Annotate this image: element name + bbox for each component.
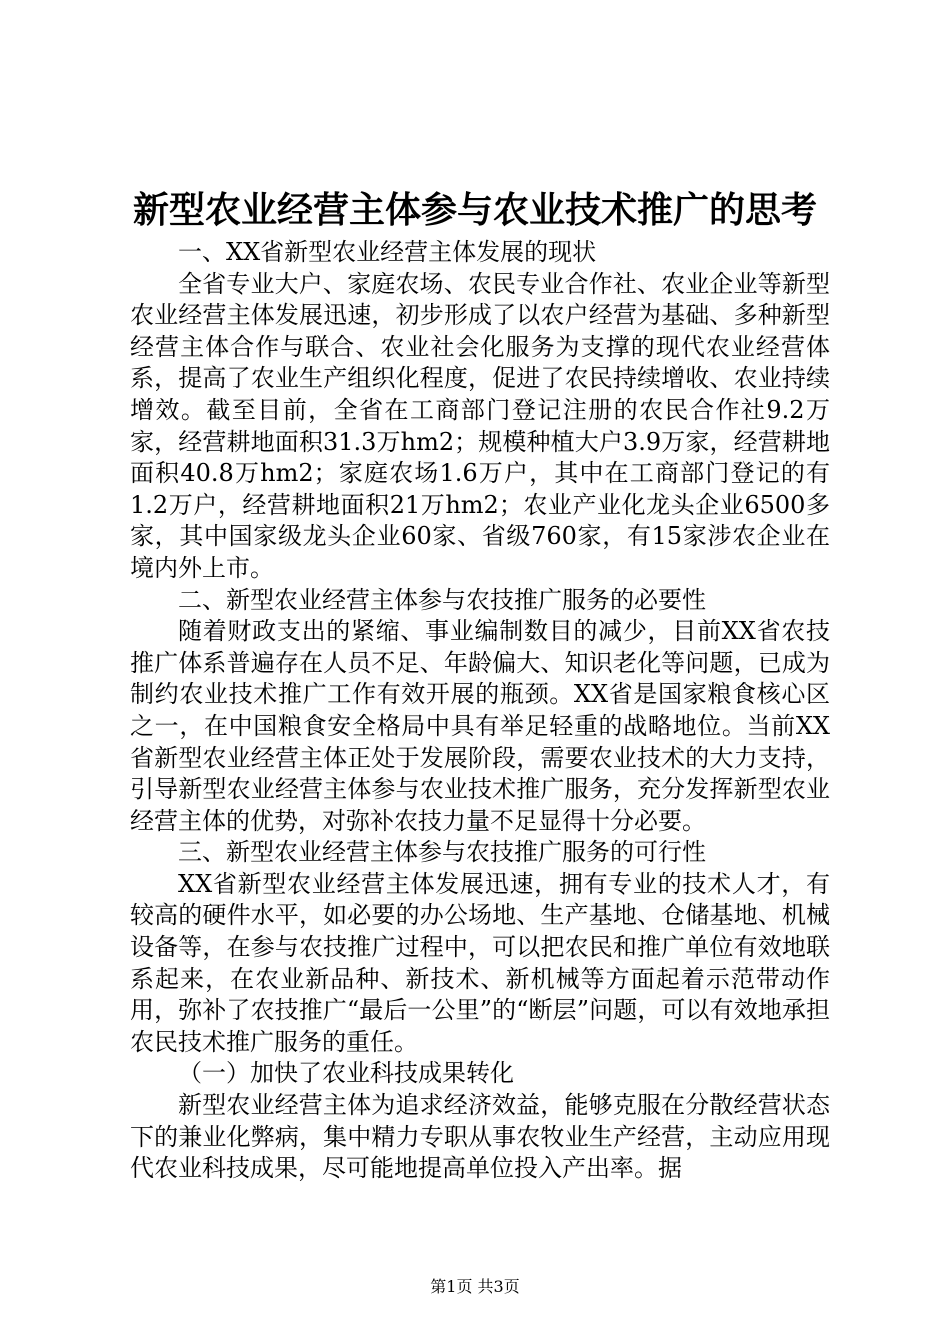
paragraph: XX省新型农业经营主体发展迅速，拥有专业的技术人才，有较高的硬件水平，如必要的办公场地、生产基地、仓储基地、机械设备等，在参与农技推广过程中，可以把农民和推广单位有效地联系起来，在农业新品种、新技术、新机械等方面起着示范带动作用，弥补了农技推广“最后一公里”的“断层”问题，可以有效地承担农民技术推广服务的重任。: [130, 869, 830, 1056]
subsection-heading-1: （一）加快了农业科技成果转化: [178, 1059, 514, 1088]
section-heading-1: 一、XX省新型农业经营主体发展的现状: [178, 238, 597, 266]
paragraph: 全省专业大户、家庭农场、农民专业合作社、农业企业等新型农业经营主体发展迅速，初步形成了以农户经营为基础、多种新型经营主体合作与联合、农业社会化服务为支撑的现代农业经营体系，提高了农业生产组织化程度，促进了农民持续增收、农业持续增效。截至目前，全省在工商部门登记注册的农民合作社9.2万家，经营耕地面积31.3万hm2；规模种植大户3.9万家，经营耕地面积40.8万hm2；家庭农场1.6万户，其中在工商部门登记的有1.2万户，经营耕地面积21万hm2；农业产业化龙头企业6500多家，其中国家级龙头企业60家、省级760家，有15家涉农企业在境内外上市。: [130, 269, 830, 582]
paragraph: 新型农业经营主体为追求经济效益，能够克服在分散经营状态下的兼业化弊病，集中精力专职从事农牧业生产经营，主动应用现代农业科技成果，尽可能地提高单位投入产出率。据: [130, 1091, 830, 1183]
page-footer: 第1页 共3页: [430, 1277, 520, 1296]
document-body: [130, 237, 830, 1185]
section-heading-3: 三、新型农业经营主体参与农技推广服务的可行性: [178, 838, 706, 867]
paragraph: 随着财政支出的紧缩、事业编制数目的减少，目前XX省农技推广体系普遍存在人员不足、年龄偏大、知识老化等问题，已成为制约农业技术推广工作有效开展的瓶颈。XX省是国家粮食核心区之一，在中国粮食安全格局中具有举足轻重的战略地位。当前XX省新型农业经营主体正处于发展阶段，需要农业技术的大力支持，引导新型农业经营主体参与农业技术推广服务，充分发挥新型农业经营主体的优势，对弥补农技力量不足显得十分必要。: [130, 617, 830, 835]
section-heading-2: 二、新型农业经营主体参与农技推广服务的必要性: [178, 585, 706, 614]
document-title: 新型农业经营主体参与农业技术推广的思考: [132, 189, 817, 231]
